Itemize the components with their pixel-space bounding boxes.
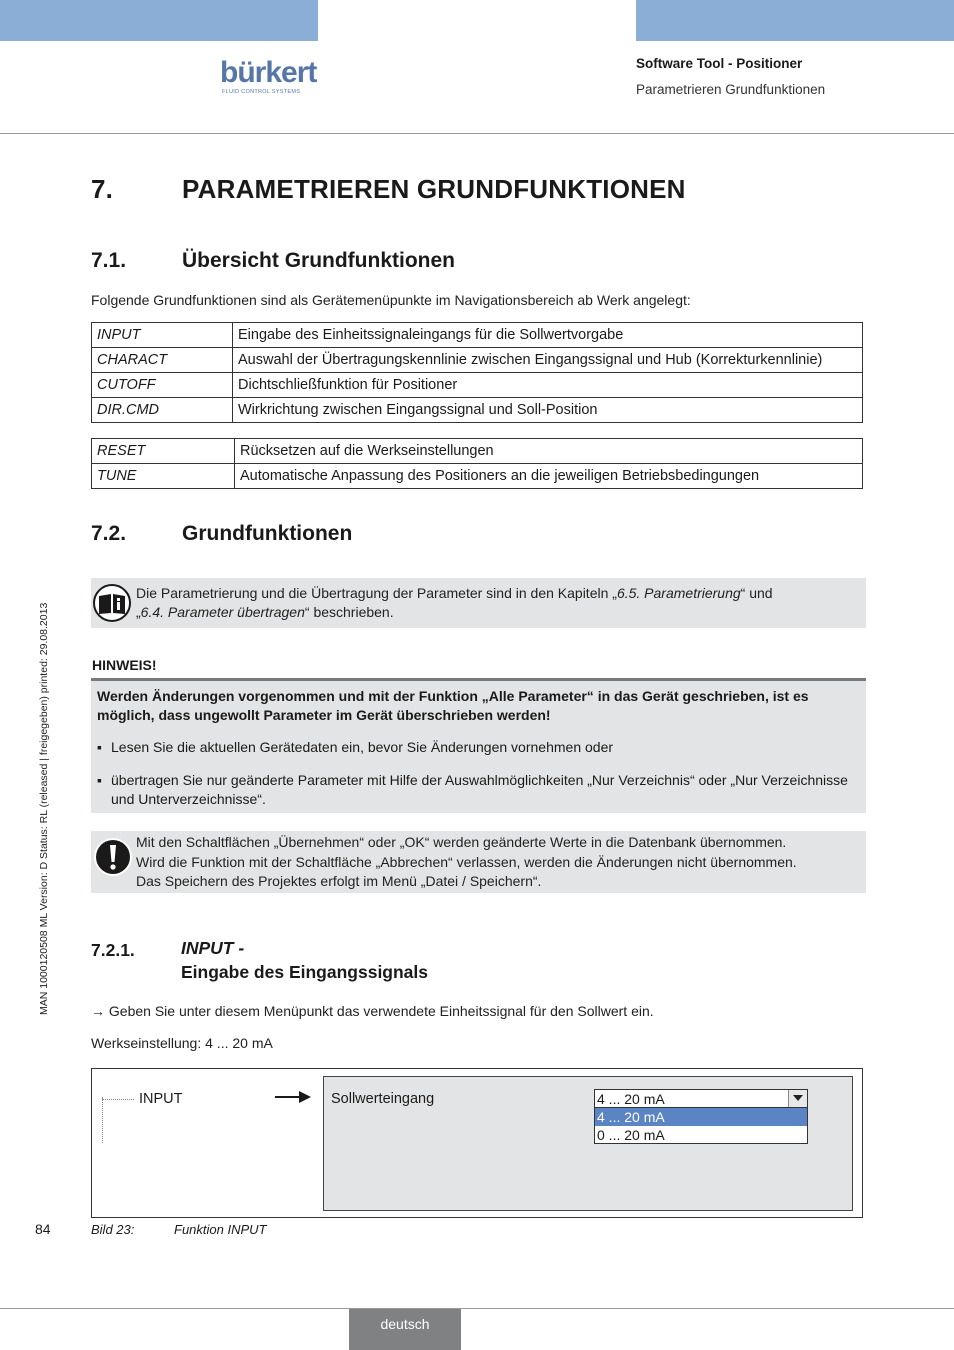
subsection-title-italic: INPUT - xyxy=(181,938,245,958)
setpoint-options-list[interactable] xyxy=(594,1107,808,1144)
info-text-part: Die Parametrierung und die Übertragung der Parameter sind in den Kapiteln „ xyxy=(136,585,617,601)
function-desc: Auswahl der Übertragungskennlinie zwischen Eingangssignal und Hub (Korrekturkennlinie) xyxy=(233,348,863,373)
table-row xyxy=(92,323,863,348)
warning-text xyxy=(136,833,797,892)
table-row xyxy=(92,439,863,464)
caption-text: Funktion INPUT xyxy=(174,1222,267,1237)
instruction-step: → Geben Sie unter diesem Menüpunkt das verwendete Einheitssignal für den Sollwert ein. xyxy=(91,1003,654,1019)
chapter-title: PARAMETRIEREN GRUNDFUNKTIONEN xyxy=(182,174,686,204)
bullet-square-icon: ▪ xyxy=(97,739,102,755)
figure-caption xyxy=(91,1222,267,1237)
notice-bullet-text: übertragen Sie nur geänderte Parameter mit Hilfe der Auswahlmöglichkeiten „Nur Verzeichnis“ oder „Nur Verzeichnisse und Unterverzeichnisse“. xyxy=(111,772,848,807)
caption-number: Bild 23: xyxy=(91,1222,135,1237)
function-desc: Wirkrichtung zwischen Eingangssignal und Soll-Position xyxy=(233,398,863,423)
notice-box xyxy=(91,681,866,813)
bullet-square-icon: ▪ xyxy=(97,772,102,788)
figure-input-screenshot xyxy=(91,1068,863,1218)
function-desc: Automatische Anpassung des Positioners an die jeweiligen Betriebsbedingungen xyxy=(235,464,863,489)
setpoint-input-select[interactable] xyxy=(594,1089,808,1108)
chapter-number: 7. xyxy=(91,174,114,204)
section-intro: Folgende Grundfunktionen sind als Gerätemenüpunkte im Navigationsbereich ab Werk angelegt: xyxy=(91,292,691,308)
warning-line: Das Speichern des Projektes erfolgt im Menü „Datei / Speichern“. xyxy=(136,873,542,889)
language-tab: deutsch xyxy=(349,1309,461,1350)
header-title: Software Tool - Positioner xyxy=(636,56,803,71)
warning-line: Wird die Funktion mit der Schaltfläche „Abbrechen“ verlassen, werden die Änderungen nicht übernommen. xyxy=(136,853,797,870)
function-table-extra xyxy=(91,438,863,489)
info-text-part: „ xyxy=(136,604,141,620)
factory-default: Werkseinstellung: 4 ... 20 mA xyxy=(91,1035,273,1051)
page-number: 84 xyxy=(35,1221,51,1237)
function-desc: Eingabe des Einheitssignaleingangs für die Sollwertvorgabe xyxy=(233,323,863,348)
arrow-right-icon xyxy=(275,1090,311,1104)
notice-bullet-text: Lesen Sie die aktuellen Gerätedaten ein, bevor Sie Änderungen vornehmen oder xyxy=(111,739,614,755)
header-accent-bar-right xyxy=(636,0,954,41)
footer-divider xyxy=(0,1308,954,1309)
info-note xyxy=(91,578,866,628)
function-desc: Dichtschließfunktion für Positioner xyxy=(233,373,863,398)
select-value: 4 ... 20 mA xyxy=(597,1091,665,1107)
info-text xyxy=(136,584,773,622)
setpoint-input-label: Sollwerteingang xyxy=(331,1091,435,1107)
header-divider xyxy=(0,133,954,134)
tree-connector xyxy=(102,1097,103,1143)
subsection-title: Eingabe des Eingangssignals xyxy=(181,962,429,982)
option-4-20ma[interactable]: 4 ... 20 mA xyxy=(595,1108,807,1126)
function-key: CHARACT xyxy=(92,348,233,373)
table-row xyxy=(92,464,863,489)
subsection-number: 7.2.1. xyxy=(91,940,135,960)
tree-connector xyxy=(102,1099,134,1100)
function-key: INPUT xyxy=(92,323,233,348)
section-number: 7.1. xyxy=(91,249,127,272)
function-key: TUNE xyxy=(92,464,235,489)
function-key: DIR.CMD xyxy=(92,398,233,423)
book-info-icon xyxy=(93,584,131,622)
info-text-part: “ und xyxy=(740,585,773,601)
info-text-part: “ beschrieben. xyxy=(304,604,394,620)
table-row xyxy=(92,348,863,373)
table-row xyxy=(92,373,863,398)
header-subtitle: Parametrieren Grundfunktionen xyxy=(636,82,826,97)
brand-logo xyxy=(220,58,320,98)
table-row xyxy=(92,398,863,423)
exclamation-icon xyxy=(93,837,133,877)
section-title: Übersicht Grundfunktionen xyxy=(182,249,455,272)
warning-note xyxy=(91,831,866,893)
info-chapter-ref: 6.5. Parametrierung xyxy=(616,585,741,601)
section-number: 7.2. xyxy=(91,522,127,545)
section-title: Grundfunktionen xyxy=(182,522,353,545)
function-table-main xyxy=(91,322,863,423)
function-desc: Rücksetzen auf die Werkseinstellungen xyxy=(235,439,863,464)
function-key: RESET xyxy=(92,439,235,464)
brand-tagline: FLUID CONTROL SYSTEMS xyxy=(222,89,301,95)
function-key: CUTOFF xyxy=(92,373,233,398)
warning-line: Mit den Schaltflächen „Übernehmen“ oder „OK“ werden geänderte Werte in die Datenbank übernommen. xyxy=(136,834,787,850)
tree-item-input[interactable]: INPUT xyxy=(139,1091,183,1107)
document-meta-vertical: MAN 1000120508 ML Version: D Status: RL (released | freigegeben) printed: 29.08.2013 xyxy=(38,602,50,1015)
dropdown-arrow-icon[interactable] xyxy=(788,1090,807,1107)
notice-label: HINWEIS! xyxy=(92,657,157,673)
notice-bold-text: Werden Änderungen vorgenommen und mit der Funktion „Alle Parameter“ in das Gerät geschrieben, ist es möglich, dass ungewollt Parameter im Gerät überschrieben werden! xyxy=(97,688,809,723)
brand-wordmark: bürkert xyxy=(220,56,317,89)
option-0-20ma[interactable]: 0 ... 20 mA xyxy=(597,1127,665,1143)
info-chapter-ref: 6.4. Parameter übertragen xyxy=(140,604,305,620)
header-accent-bar-left xyxy=(0,0,318,41)
